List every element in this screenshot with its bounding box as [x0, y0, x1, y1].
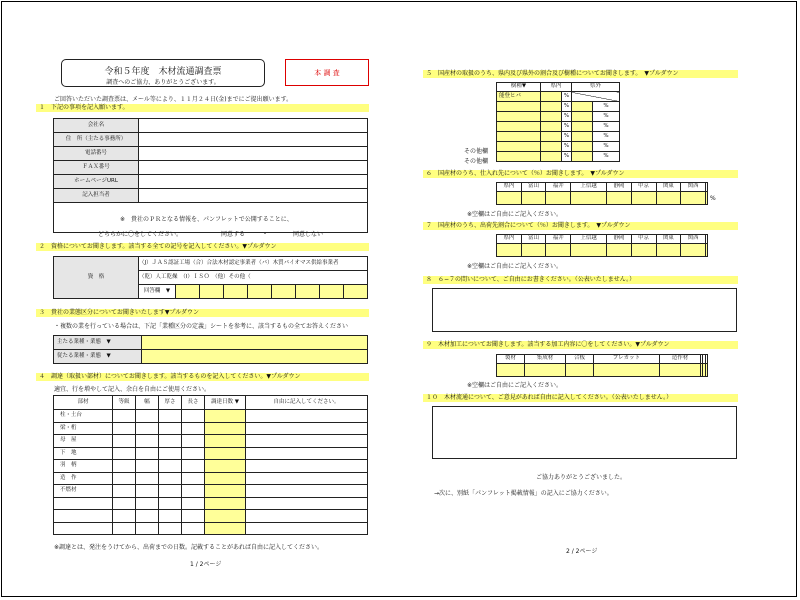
process-header: 製材: [497, 355, 525, 364]
qualification-table: [53, 256, 368, 299]
pct-unit: %: [593, 132, 620, 142]
supplier-pct-cell[interactable]: [607, 192, 632, 205]
section-6-note: ※空欄はご自由にご記入ください。: [467, 211, 563, 218]
supplier-pct-cell[interactable]: [681, 192, 706, 205]
region-header: 上信越: [571, 235, 607, 244]
section-1-heading: １ 下記の事項を記入願います。: [36, 104, 369, 112]
supplier-pct-cell[interactable]: [546, 192, 571, 205]
region-header[interactable]: [705, 183, 707, 192]
length-cell[interactable]: [182, 460, 205, 473]
sub-business-label: 従たる業種・業態 ▼: [54, 350, 142, 364]
thickness-cell[interactable]: [159, 497, 182, 510]
col-header: 自由に記入してください。: [246, 396, 368, 410]
material-label: 梁・桁: [54, 422, 113, 435]
col-header: 厚さ: [159, 396, 182, 410]
days-cell[interactable]: [205, 472, 246, 485]
supplier-pct-cell[interactable]: [705, 192, 707, 205]
region-header: 静岡: [607, 183, 632, 192]
grade-cell[interactable]: [113, 422, 136, 435]
col-header: 県内: [541, 83, 572, 92]
pct-unit: %: [593, 102, 620, 112]
supplier-pct-cell[interactable]: [656, 192, 681, 205]
process-check-cell[interactable]: [705, 364, 707, 377]
free-text-cell[interactable]: [246, 497, 368, 510]
width-cell[interactable]: [136, 422, 159, 435]
qualification-answer-cell[interactable]: [271, 285, 295, 299]
field-label: ＦＡＸ番号: [54, 161, 139, 175]
thickness-cell[interactable]: [159, 522, 182, 535]
shipping-pct-cell[interactable]: [607, 244, 632, 257]
thickness-cell[interactable]: [159, 472, 182, 485]
main-business-select[interactable]: [142, 336, 368, 350]
consent-note: ※ 貴社のＰＲとなる情報を、パンフレットで公開することに、: [120, 216, 293, 223]
address-input[interactable]: [139, 133, 368, 147]
width-cell[interactable]: [136, 497, 159, 510]
comments-6-7-textarea[interactable]: [432, 288, 737, 332]
length-cell[interactable]: [182, 410, 205, 423]
width-cell[interactable]: [136, 435, 159, 448]
in-pref-cell[interactable]: [541, 122, 562, 132]
table-row: [54, 422, 368, 435]
days-cell[interactable]: [205, 447, 246, 460]
table-row: [497, 142, 620, 152]
col-header: 調達日数 ▼: [205, 396, 246, 410]
length-cell[interactable]: [182, 422, 205, 435]
section-7-heading: ７ 国産材のうち、出荷先割合について（％）お聞きします。 ▼プルダウン: [423, 222, 738, 230]
free-text-cell[interactable]: [246, 447, 368, 460]
answer-label: 回答欄 ▼: [139, 285, 176, 299]
section-10-heading: １０ 木材流通について、ご意見があれば自由に記入してください。（公表いたしません。）: [423, 394, 738, 402]
days-cell[interactable]: [205, 410, 246, 423]
supplier-pct-cell[interactable]: [571, 192, 607, 205]
shipping-region-table: [496, 234, 708, 257]
table-row: [54, 410, 368, 423]
table-row: [497, 122, 620, 132]
shipping-pct-cell[interactable]: [521, 244, 546, 257]
process-check-cell[interactable]: [594, 364, 660, 377]
grade-cell[interactable]: [113, 485, 136, 498]
consent-agree-option[interactable]: 同意する: [221, 231, 246, 238]
thickness-cell[interactable]: [159, 435, 182, 448]
grade-cell[interactable]: [113, 472, 136, 485]
length-cell[interactable]: [182, 497, 205, 510]
species-cell[interactable]: [497, 102, 541, 112]
species-cell[interactable]: [497, 142, 541, 152]
days-cell[interactable]: [205, 422, 246, 435]
width-cell[interactable]: [136, 410, 159, 423]
table-row: [497, 112, 620, 122]
free-text-cell[interactable]: [246, 460, 368, 473]
region-header: 静岡: [607, 235, 632, 244]
region-header: 富山: [521, 183, 546, 192]
days-cell[interactable]: [205, 522, 246, 535]
pct-unit: %: [593, 112, 620, 122]
process-check-cell[interactable]: [660, 364, 701, 377]
consent-disagree-option[interactable]: 同意しない: [293, 231, 324, 238]
section-3-note: ・複数の業を行っている場合は、下記「業種区分の定義」シートを参考に、該当するもの全てお答えください: [54, 323, 349, 330]
region-header: 中京: [631, 183, 656, 192]
table-row: [54, 435, 368, 448]
intro-text: ご回答いただいた調査票は、メール等により、１１月２４日(金)までにご提出願います。: [54, 96, 293, 103]
company-name-input[interactable]: [139, 119, 368, 133]
table-row: [54, 447, 368, 460]
width-cell[interactable]: [136, 522, 159, 535]
pct-unit: %: [562, 102, 572, 112]
region-header: 福井: [546, 183, 571, 192]
species-cell[interactable]: [497, 152, 541, 162]
free-text-cell[interactable]: [246, 435, 368, 448]
section-4-note: 適宜、行を増やして記入、余白を自由にご使用ください。: [54, 386, 211, 393]
days-cell[interactable]: [205, 460, 246, 473]
qualification-label: 資 格: [54, 257, 139, 299]
process-header: 造作材: [660, 355, 701, 364]
grade-cell[interactable]: [113, 447, 136, 460]
in-pref-cell[interactable]: [541, 102, 562, 112]
species-cell[interactable]: [497, 132, 541, 142]
grade-cell[interactable]: [113, 522, 136, 535]
region-header: 関東: [656, 235, 681, 244]
grade-cell[interactable]: [113, 410, 136, 423]
section-8-heading: ８ ６−７の問いについて、ご自由にお書きください。（公表いたしません。）: [423, 276, 738, 284]
comments-general-textarea[interactable]: [432, 406, 737, 459]
section-4-footnote: ※調達とは、発注をうけてから、出荷までの日数。記載することがあれば自由に記入してください。: [54, 544, 324, 551]
field-label: 電話番号: [54, 147, 139, 161]
qualification-legend-1: （J）ＪＡＳ認証工場（合）合法木材認定事業者（バ）木質バイオマス供給事業者: [139, 257, 368, 271]
shipping-pct-cell[interactable]: [631, 244, 656, 257]
material-label: 造 作: [54, 472, 113, 485]
col-header: 樹種▼: [497, 83, 541, 92]
material-label: 柱・土台: [54, 410, 113, 423]
species-cell[interactable]: 能登ヒバ: [497, 92, 541, 102]
shipping-pct-cell[interactable]: [705, 244, 707, 257]
material-label[interactable]: [54, 497, 113, 510]
contact-person-input[interactable]: [139, 189, 368, 203]
region-header[interactable]: [705, 235, 707, 244]
species-ratio-table: [496, 82, 620, 162]
days-cell[interactable]: [205, 435, 246, 448]
table-row: [54, 485, 368, 498]
pct-unit: %: [593, 122, 620, 132]
section-9-note: ※空欄はご自由にご記入ください。: [467, 382, 563, 389]
section-6-heading: ６ 国産材のうち、仕入れ先について（％）お聞きします。 ▼プルダウン: [423, 170, 738, 178]
days-cell[interactable]: [205, 510, 246, 523]
length-cell[interactable]: [182, 472, 205, 485]
page-number-2: 2 / 2ページ: [566, 548, 598, 555]
out-pref-cell[interactable]: [572, 132, 593, 142]
thickness-cell[interactable]: [159, 485, 182, 498]
region-header: 県内: [497, 235, 522, 244]
field-label: 記入担当者: [54, 189, 139, 203]
region-header: 関西: [681, 183, 706, 192]
free-text-cell[interactable]: [246, 522, 368, 535]
field-label: ホームページURL: [54, 175, 139, 189]
processing-table: [496, 354, 708, 377]
table-row: [54, 472, 368, 485]
section-3-heading: ３ 貴社の業態区分についてお聞きいたします▼プルダウン: [36, 309, 369, 317]
table-row: [54, 497, 368, 510]
other-label-2: その他欄: [464, 158, 489, 165]
supplier-pct-cell[interactable]: [631, 192, 656, 205]
qualification-answer-cell[interactable]: [295, 285, 319, 299]
qualification-legend-2: （乾）人工乾燥 （I）ＩＳＯ （他）その他（: [139, 271, 368, 285]
col-header: 長さ: [182, 396, 205, 410]
supplier-pct-cell[interactable]: [521, 192, 546, 205]
process-header: プレカット: [594, 355, 660, 364]
thickness-cell[interactable]: [159, 460, 182, 473]
thickness-cell[interactable]: [159, 510, 182, 523]
out-pref-cell[interactable]: [572, 142, 593, 152]
process-check-cell[interactable]: [497, 364, 525, 377]
region-header: 県内: [497, 183, 522, 192]
table-row: [497, 102, 620, 112]
in-pref-cell[interactable]: [541, 152, 562, 162]
material-label[interactable]: [54, 510, 113, 523]
thickness-cell[interactable]: [159, 410, 182, 423]
other-label-1: その他欄: [464, 148, 489, 155]
table-row: [497, 132, 620, 142]
in-pref-cell[interactable]: [541, 112, 562, 122]
material-label: 母 屋: [54, 435, 113, 448]
section-5-heading: ５ 国産材の取扱のうち、県内及び県外の割合及び樹種についてお聞きします。 ▼プルダウン: [423, 70, 738, 78]
qualification-answer-cell[interactable]: [343, 285, 367, 299]
species-cell[interactable]: [497, 122, 541, 132]
region-header: 中京: [631, 235, 656, 244]
process-check-cell[interactable]: [565, 364, 593, 377]
free-text-cell[interactable]: [246, 485, 368, 498]
stamp-text: 本 調 査: [314, 69, 340, 77]
process-header: 集成材: [525, 355, 566, 364]
region-header: 関東: [656, 183, 681, 192]
pct-unit: %: [593, 142, 620, 152]
shipping-pct-cell[interactable]: [656, 244, 681, 257]
fax-input[interactable]: [139, 161, 368, 175]
shipping-pct-cell[interactable]: [497, 244, 522, 257]
material-label: 下 地: [54, 447, 113, 460]
section-4-heading: ４ 調達（取扱い部材）についてお聞きします。該当するものを記入してください。▼プルダウン: [36, 373, 369, 381]
width-cell[interactable]: [136, 460, 159, 473]
process-header: 合板: [565, 355, 593, 364]
thickness-cell[interactable]: [159, 422, 182, 435]
section-7-note: ※空欄はご自由にご記入ください。: [467, 263, 563, 270]
out-pref-cell[interactable]: [572, 152, 593, 162]
grade-cell[interactable]: [113, 460, 136, 473]
supplier-region-table: [496, 182, 708, 205]
table-row: [54, 522, 368, 535]
days-cell[interactable]: [205, 485, 246, 498]
procurement-table: [53, 395, 368, 535]
table-row: [54, 510, 368, 523]
free-text-cell[interactable]: [246, 422, 368, 435]
length-cell[interactable]: [182, 522, 205, 535]
qualification-answer-cell[interactable]: [319, 285, 343, 299]
length-cell[interactable]: [182, 435, 205, 448]
pct-unit: %: [562, 112, 572, 122]
main-business-label: 主たる業種・業態 ▼: [54, 336, 142, 350]
pct-unit: %: [562, 122, 572, 132]
in-pref-cell[interactable]: [541, 132, 562, 142]
material-label[interactable]: [54, 522, 113, 535]
out-pref-cell[interactable]: [572, 102, 593, 112]
col-header: 等級: [113, 396, 136, 410]
col-header: 幅: [136, 396, 159, 410]
species-cell[interactable]: [497, 112, 541, 122]
free-text-cell[interactable]: [246, 410, 368, 423]
table-row: [54, 460, 368, 473]
material-label: 不燃材: [54, 485, 113, 498]
sub-business-select[interactable]: [142, 350, 368, 364]
free-text-cell[interactable]: [246, 510, 368, 523]
region-header: 福井: [546, 235, 571, 244]
page-number-1: 1 / 2ページ: [190, 561, 222, 568]
days-cell[interactable]: [205, 497, 246, 510]
length-cell[interactable]: [182, 510, 205, 523]
supplier-pct-cell[interactable]: [497, 192, 522, 205]
business-type-table: [53, 335, 368, 364]
homepage-input[interactable]: [139, 175, 368, 189]
width-cell[interactable]: [136, 472, 159, 485]
section-2-heading: ２ 資格についてお聞きします。該当する全ての記号を記入してください。▼プルダウン: [36, 243, 369, 251]
in-pref-cell[interactable]: [541, 92, 562, 102]
qualification-answer-cell[interactable]: [199, 285, 223, 299]
survey-subtitle: 調査へのご協力、ありがとうございます。: [106, 79, 220, 86]
pct-unit: %: [562, 132, 572, 142]
section-9-heading: ９ 木材加工についてお聞きします。該当する加工内容に〇をしてください。▼プルダウン: [423, 341, 738, 349]
col-header: 県外: [572, 83, 620, 92]
consent-separator: ・: [262, 231, 269, 238]
in-pref-cell[interactable]: [541, 142, 562, 152]
out-pref-cell[interactable]: [572, 112, 593, 122]
width-cell[interactable]: [136, 485, 159, 498]
out-pref-cell[interactable]: [572, 122, 593, 132]
shipping-pct-cell[interactable]: [571, 244, 607, 257]
out-pref-cell: [572, 92, 620, 102]
field-label: 会社名: [54, 119, 139, 133]
region-header: 上信越: [571, 183, 607, 192]
process-header[interactable]: [705, 355, 707, 364]
grade-cell[interactable]: [113, 497, 136, 510]
length-cell[interactable]: [182, 447, 205, 460]
supplier-pct-unit: %: [710, 195, 716, 202]
shipping-pct-cell[interactable]: [681, 244, 706, 257]
phone-input[interactable]: [139, 147, 368, 161]
qualification-answer-cell[interactable]: [176, 285, 200, 299]
shipping-pct-cell[interactable]: [546, 244, 571, 257]
grade-cell[interactable]: [113, 435, 136, 448]
col-header: 部材: [54, 396, 113, 410]
table-row: [497, 152, 620, 162]
pct-unit: %: [593, 152, 620, 162]
free-text-cell[interactable]: [246, 472, 368, 485]
region-header: 関西: [681, 235, 706, 244]
grade-cell[interactable]: [113, 510, 136, 523]
table-row: [497, 92, 620, 102]
width-cell[interactable]: [136, 447, 159, 460]
pct-unit: %: [562, 152, 572, 162]
consent-instruction: どちらかに〇をしてください。: [98, 231, 183, 238]
next-instruction: →次に、別紙「パンフレット掲載情報」の記入にご協力ください。: [434, 490, 613, 497]
region-header: 富山: [521, 235, 546, 244]
qualification-answer-cell[interactable]: [247, 285, 271, 299]
thanks-text: ご協力ありがとうございました。: [536, 474, 627, 481]
process-check-cell[interactable]: [525, 364, 566, 377]
pct-unit: %: [562, 92, 572, 102]
thickness-cell[interactable]: [159, 447, 182, 460]
pct-unit: %: [562, 142, 572, 152]
material-label: 羽 柄: [54, 460, 113, 473]
width-cell[interactable]: [136, 510, 159, 523]
field-label: 住 所（主たる事務所）: [54, 133, 139, 147]
length-cell[interactable]: [182, 485, 205, 498]
qualification-answer-cell[interactable]: [223, 285, 247, 299]
survey-title: 令和５年度 木材流通調査票: [104, 67, 222, 77]
